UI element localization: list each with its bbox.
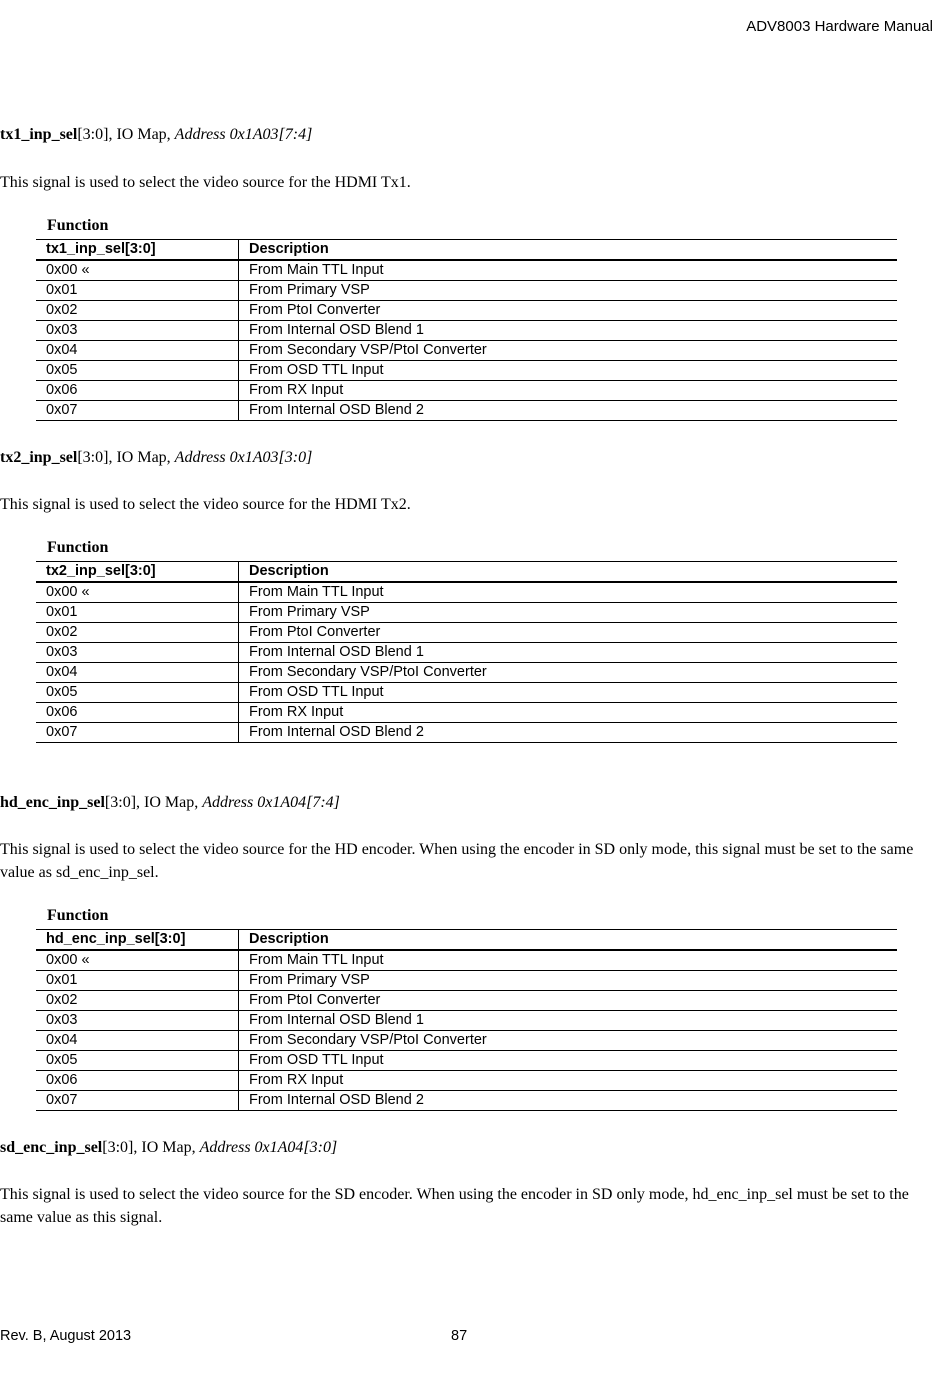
document-header: ADV8003 Hardware Manual xyxy=(746,18,933,35)
table-cell-value: 0x00 « xyxy=(36,260,239,281)
table-cell-value: 0x01 xyxy=(36,971,239,991)
table-cell-value: 0x03 xyxy=(36,1011,239,1031)
table-header-row xyxy=(36,930,897,951)
function-table-hd-enc xyxy=(36,929,897,1111)
table-row xyxy=(36,1031,897,1051)
table-cell-value: 0x02 xyxy=(36,991,239,1011)
table-cell-description: From RX Input xyxy=(239,381,898,401)
column-header-description: Description xyxy=(239,240,898,261)
table-cell-description: From Secondary VSP/PtoI Converter xyxy=(239,663,898,683)
table-row xyxy=(36,663,897,683)
table-cell-value: 0x01 xyxy=(36,603,239,623)
signal-description: This signal is used to select the video source for the HDMI Tx2. xyxy=(0,496,411,513)
signal-section-tx1 xyxy=(0,125,930,145)
table-row xyxy=(36,623,897,643)
signal-map: , IO Map, xyxy=(108,126,175,143)
table-row xyxy=(36,991,897,1011)
table-cell-value: 0x06 xyxy=(36,381,239,401)
signal-bits: [3:0] xyxy=(77,449,109,466)
table-row xyxy=(36,1071,897,1091)
table-header-row xyxy=(36,240,897,261)
signal-section-sd-enc xyxy=(0,1138,930,1158)
function-label: Function xyxy=(47,539,109,556)
table-cell-description: From PtoI Converter xyxy=(239,301,898,321)
table-row xyxy=(36,703,897,723)
table-row xyxy=(36,260,897,281)
page-number: 87 xyxy=(451,1328,468,1344)
function-label: Function xyxy=(47,907,109,924)
table-cell-description: From Secondary VSP/PtoI Converter xyxy=(239,341,898,361)
table-cell-description: From OSD TTL Input xyxy=(239,683,898,703)
column-header-description: Description xyxy=(239,930,898,951)
footer-revision: Rev. B, August 2013 xyxy=(0,1328,132,1344)
signal-title xyxy=(0,448,930,468)
signal-title xyxy=(0,125,930,145)
table-cell-description: From Internal OSD Blend 1 xyxy=(239,1011,898,1031)
signal-map: , IO Map, xyxy=(108,449,175,466)
signal-address: Address 0x1A03[7:4] xyxy=(174,126,313,143)
table-row xyxy=(36,950,897,971)
table-cell-value: 0x04 xyxy=(36,341,239,361)
table-cell-value: 0x00 « xyxy=(36,582,239,603)
table-row xyxy=(36,301,897,321)
function-label: Function xyxy=(47,217,109,234)
table-cell-value: 0x02 xyxy=(36,623,239,643)
column-header-description: Description xyxy=(239,562,898,583)
table-cell-description: From Main TTL Input xyxy=(239,582,898,603)
table-cell-description: From Internal OSD Blend 2 xyxy=(239,723,898,743)
table-row xyxy=(36,603,897,623)
function-table-tx1 xyxy=(36,239,897,421)
table-cell-description: From PtoI Converter xyxy=(239,991,898,1011)
table-cell-value: 0x05 xyxy=(36,683,239,703)
table-cell-value: 0x05 xyxy=(36,361,239,381)
signal-name: sd_enc_inp_sel xyxy=(0,1139,103,1156)
table-cell-value: 0x07 xyxy=(36,723,239,743)
signal-map: , IO Map, xyxy=(136,794,203,811)
table-cell-description: From PtoI Converter xyxy=(239,623,898,643)
table-cell-value: 0x00 « xyxy=(36,950,239,971)
table-row xyxy=(36,381,897,401)
signal-name: tx1_inp_sel xyxy=(0,126,78,143)
table-cell-value: 0x05 xyxy=(36,1051,239,1071)
table-row xyxy=(36,1091,897,1111)
table-row xyxy=(36,723,897,743)
table-row xyxy=(36,683,897,703)
table-row xyxy=(36,341,897,361)
table-cell-value: 0x06 xyxy=(36,1071,239,1091)
signal-description: This signal is used to select the video source for the HD encoder. When using the encoder in SD only mode, this signal must be set to the same value as sd_enc_inp_sel. xyxy=(0,841,914,881)
table-cell-value: 0x03 xyxy=(36,321,239,341)
table-header-row xyxy=(36,562,897,583)
table-cell-description: From RX Input xyxy=(239,1071,898,1091)
table-cell-description: From Secondary VSP/PtoI Converter xyxy=(239,1031,898,1051)
signal-name: hd_enc_inp_sel xyxy=(0,794,105,811)
function-table-tx2 xyxy=(36,561,897,743)
table-row xyxy=(36,582,897,603)
table-cell-description: From OSD TTL Input xyxy=(239,361,898,381)
table-cell-value: 0x06 xyxy=(36,703,239,723)
table-cell-value: 0x04 xyxy=(36,663,239,683)
table-cell-description: From RX Input xyxy=(239,703,898,723)
signal-address: Address 0x1A04[3:0] xyxy=(199,1139,338,1156)
table-cell-description: From Main TTL Input xyxy=(239,260,898,281)
table-cell-value: 0x03 xyxy=(36,643,239,663)
signal-name: tx2_inp_sel xyxy=(0,449,78,466)
signal-address: Address 0x1A04[7:4] xyxy=(202,794,340,811)
signal-title xyxy=(0,1138,930,1158)
signal-map: , IO Map, xyxy=(133,1139,200,1156)
table-cell-description: From Internal OSD Blend 2 xyxy=(239,401,898,421)
table-cell-description: From Primary VSP xyxy=(239,971,898,991)
table-cell-value: 0x01 xyxy=(36,281,239,301)
signal-section-tx2 xyxy=(0,448,930,468)
signal-bits: [3:0] xyxy=(102,1139,134,1156)
table-cell-description: From Primary VSP xyxy=(239,603,898,623)
table-cell-value: 0x07 xyxy=(36,1091,239,1111)
table-row xyxy=(36,321,897,341)
table-cell-value: 0x04 xyxy=(36,1031,239,1051)
table-cell-description: From Internal OSD Blend 1 xyxy=(239,643,898,663)
column-header-value: hd_enc_inp_sel[3:0] xyxy=(36,930,239,951)
table-row xyxy=(36,1011,897,1031)
signal-title xyxy=(0,793,930,813)
table-cell-description: From Internal OSD Blend 2 xyxy=(239,1091,898,1111)
table-cell-description: From OSD TTL Input xyxy=(239,1051,898,1071)
signal-description: This signal is used to select the video source for the SD encoder. When using the encoder in SD only mode, hd_enc_inp_sel must be set to the same value as this signal. xyxy=(0,1186,909,1226)
signal-bits: [3:0] xyxy=(77,126,109,143)
table-cell-value: 0x02 xyxy=(36,301,239,321)
table-row xyxy=(36,361,897,381)
table-row xyxy=(36,401,897,421)
table-row xyxy=(36,1051,897,1071)
table-row xyxy=(36,281,897,301)
signal-description: This signal is used to select the video source for the HDMI Tx1. xyxy=(0,174,411,191)
column-header-value: tx1_inp_sel[3:0] xyxy=(36,240,239,261)
table-cell-value: 0x07 xyxy=(36,401,239,421)
signal-bits: [3:0] xyxy=(104,794,137,811)
table-cell-description: From Primary VSP xyxy=(239,281,898,301)
signal-section-hd-enc xyxy=(0,793,930,813)
table-row xyxy=(36,643,897,663)
table-cell-description: From Internal OSD Blend 1 xyxy=(239,321,898,341)
column-header-value: tx2_inp_sel[3:0] xyxy=(36,562,239,583)
signal-address: Address 0x1A03[3:0] xyxy=(174,449,313,466)
table-cell-description: From Main TTL Input xyxy=(239,950,898,971)
table-row xyxy=(36,971,897,991)
